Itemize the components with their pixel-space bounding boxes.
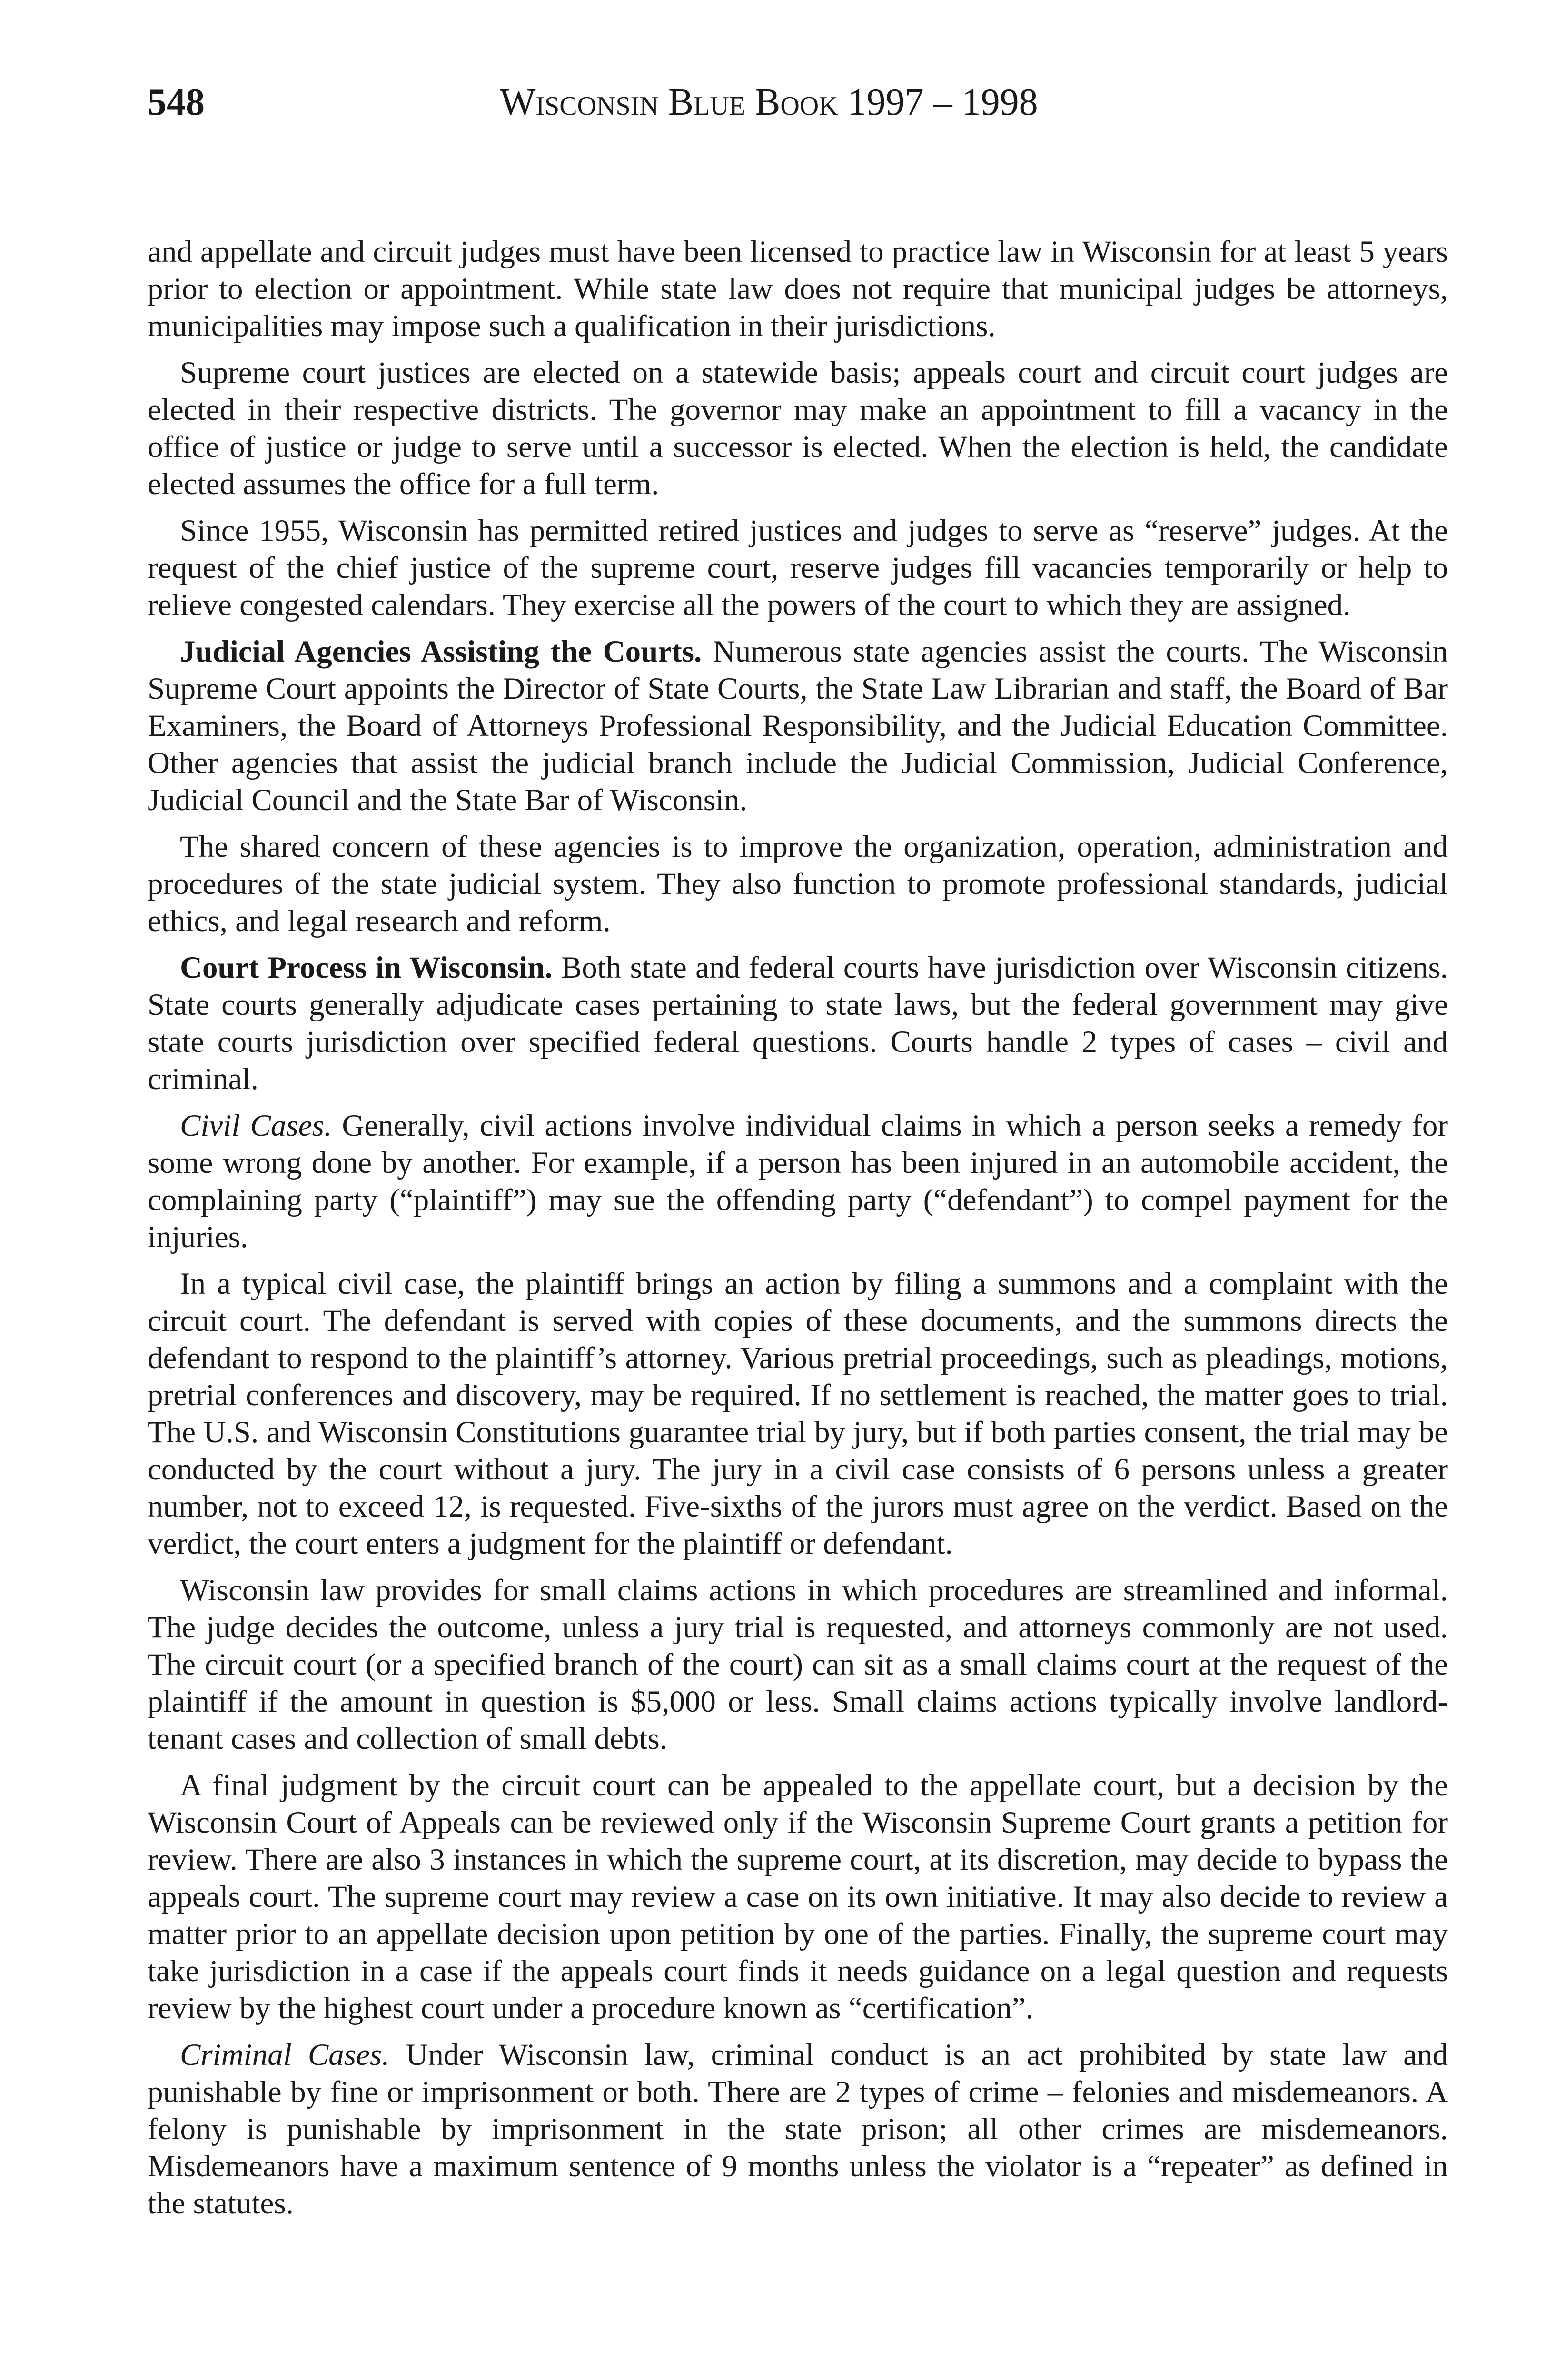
paragraph: Court Process in Wisconsin. Both state and federal courts have jurisdiction over Wisconsin citizens. State courts generally adjudicate cases pertaining to state laws, but the federal government may give state courts jurisdiction over specified federal questions. Courts handle 2 types of cases – civil and criminal. <box>148 951 1448 1096</box>
running-title <box>500 79 1038 126</box>
paragraph: A final judgment by the circuit court can be appealed to the appellate court, but a decision by the Wisconsin Court of Appeals can be reviewed only if the Wisconsin Supreme Court grants a petition for review. There are also 3 instances in which the supreme court, at its discretion, may decide to bypass the appeals court. The supreme court may review a case on its own initiative. It may also decide to review a matter prior to an appellate decision upon petition by one of the parties. Finally, the supreme court may take jurisdiction in a case if the appeals court finds it needs guidance on a legal question and requests review by the highest court under a procedure known as “certification”. <box>148 1768 1448 2025</box>
paragraph: The shared concern of these agencies is to improve the organization, operation, administration and procedures of the state judicial system. They also function to promote professional standards, judicial ethics, and legal research and reform. <box>148 830 1448 938</box>
page-header <box>148 79 1433 126</box>
section-heading: Court Process in Wisconsin. <box>180 951 553 985</box>
subsection-heading: Criminal Cases. <box>180 2038 390 2072</box>
paragraph: In a typical civil case, the plaintiff brings an action by filing a summons and a complaint with the circuit court. The defendant is served with copies of these documents, and the summons directs the defendant to respond to the plaintiff’s attorney. Various pretrial proceedings, such as pleadings, motions, pretrial conferences and discovery, may be required. If no settlement is reached, the matter goes to trial. The U.S. and Wisconsin Constitutions guarantee trial by jury, but if both parties consent, the trial may be conducted by the court without a jury. The jury in a civil case consists of 6 persons unless a greater number, not to exceed 12, is requested. Five-sixths of the jurors must agree on the verdict. Based on the verdict, the court enters a judgment for the plaintiff or defendant. <box>148 1267 1448 1561</box>
running-title-years: 1997 – 1998 <box>847 81 1038 123</box>
paragraph: Supreme court justices are elected on a statewide basis; appeals court and circuit court judges are elected in their respective districts. The governor may make an appointment to fill a vacancy in the office of justice or judge to serve until a successor is elected. When the election is held, the candidate elected assumes the office for a full term. <box>148 356 1448 501</box>
section-heading: Judicial Agencies Assisting the Courts. <box>180 635 702 669</box>
paragraph: and appellate and circuit judges must have been licensed to practice law in Wisconsin for at least 5 years prior to election or appointment. While state law does not require that municipal judges be attorneys, municipalities may impose such a qualification in their jurisdictions. <box>148 235 1448 343</box>
page-number: 548 <box>148 81 205 123</box>
paragraph: Civil Cases. Generally, civil actions involve individual claims in which a person seeks a remedy for some wrong done by another. For example, if a person has been injured in an automobile accident, the complaining party (“plaintiff”) may sue the offending party (“defendant”) to compel payment for the injuries. <box>148 1109 1448 1254</box>
paragraph: Judicial Agencies Assisting the Courts. Numerous state agencies assist the courts. The Wisconsin Supreme Court appoints the Director of State Courts, the State Law Librarian and staff, the Board of Bar Examiners, the Board of Attorneys Professional Responsibility, and the Judicial Education Committee. Other agencies that assist the judicial branch include the Judicial Commission, Judicial Conference, Judicial Council and the State Bar of Wisconsin. <box>148 635 1448 817</box>
paragraph: Since 1955, Wisconsin has permitted retired justices and judges to serve as “reserve” judges. At the request of the chief justice of the supreme court, reserve judges fill vacancies temporarily or help to relieve congested calendars. They exercise all the powers of the court to which they are assigned. <box>148 514 1448 622</box>
body-text <box>148 233 1448 2231</box>
running-title-text: Wisconsin Blue Book <box>500 81 838 123</box>
subsection-heading: Civil Cases. <box>180 1109 332 1143</box>
paragraph: Wisconsin law provides for small claims actions in which procedures are streamlined and informal. The judge decides the outcome, unless a jury trial is requested, and attorneys commonly are not used. The circuit court (or a specified branch of the court) can sit as a small claims court at the request of the plaintiff if the amount in question is $5,000 or less. Small claims actions typically involve landlord-tenant cases and collection of small debts. <box>148 1573 1448 1756</box>
paragraph: Criminal Cases. Under Wisconsin law, criminal conduct is an act prohibited by state law and punishable by fine or imprisonment or both. There are 2 types of crime – felonies and misdemeanors. A felony is punishable by imprisonment in the state prison; all other crimes are misdemeanors. Misdemeanors have a maximum sentence of 9 months unless the violator is a “repeater” as defined in the statutes. <box>148 2038 1448 2221</box>
